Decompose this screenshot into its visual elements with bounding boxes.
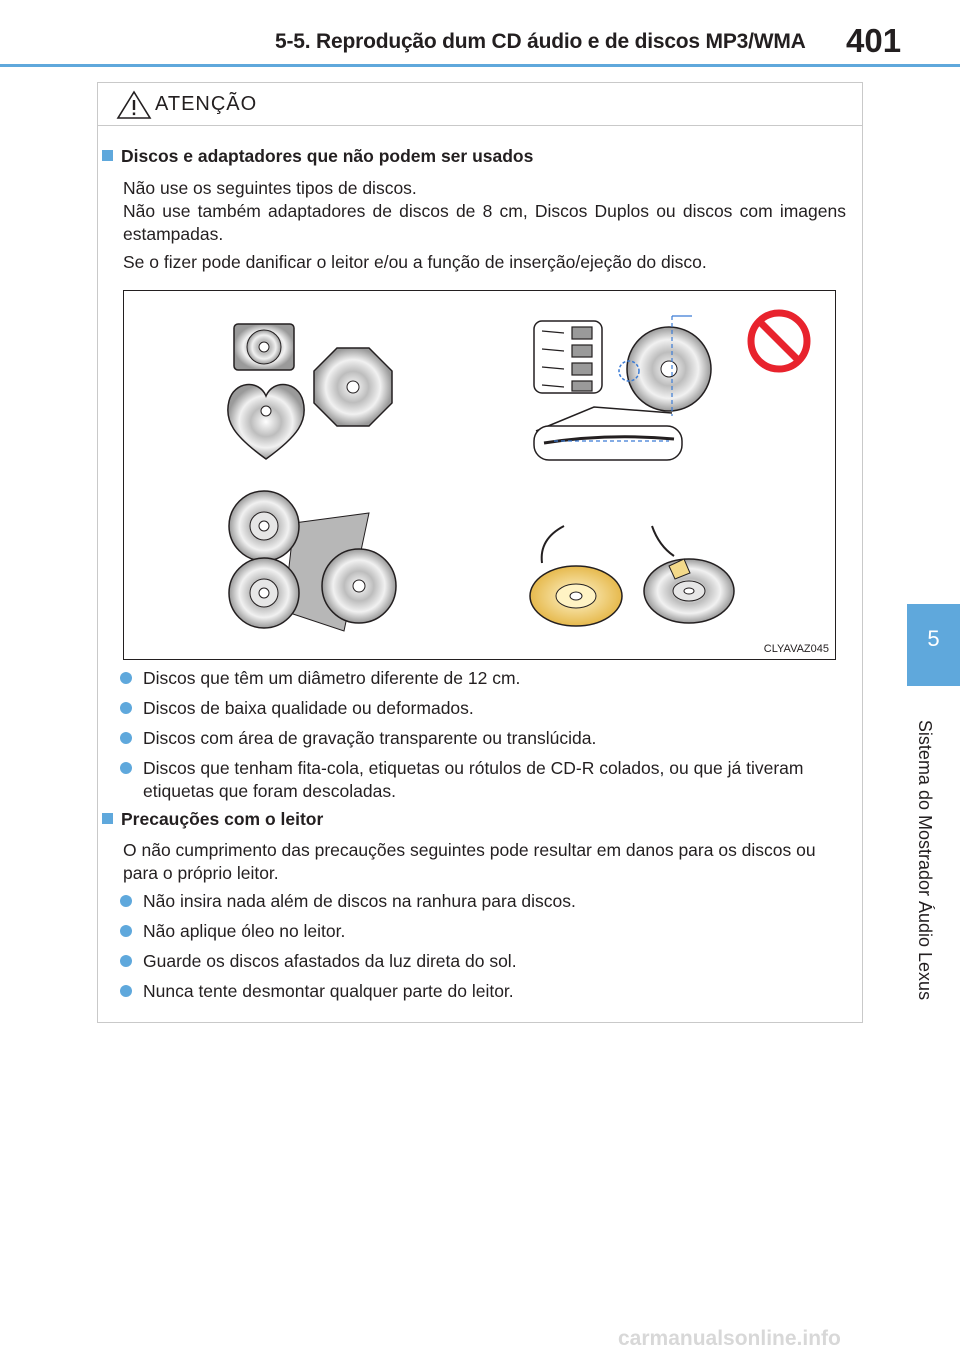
list-item-text: Discos com área de gravação transparente ou translúcida. xyxy=(143,728,597,748)
bullet-icon xyxy=(120,955,132,967)
bullet-icon xyxy=(120,895,132,907)
paragraph xyxy=(123,177,846,246)
header-title: 5-5. Reprodução dum CD áudio e de discos MP3/WMA xyxy=(275,30,806,53)
square-bullet-icon xyxy=(102,150,113,161)
list-item xyxy=(120,727,856,750)
warning-icon xyxy=(116,90,152,120)
chapter-tab[interactable] xyxy=(907,604,960,686)
bullet-icon xyxy=(120,762,132,774)
bullet-icon xyxy=(120,672,132,684)
section-heading-player xyxy=(102,809,323,830)
header-rule xyxy=(0,64,960,67)
list-item-text: Discos que tenham fita-cola, etiquetas ou rótulos de CD-R colados, ou que já tiveram etiquetas que foram descoladas. xyxy=(143,758,804,801)
chapter-number: 5 xyxy=(927,626,940,651)
list-item-text: Discos de baixa qualidade ou deformados. xyxy=(143,698,474,718)
list-item xyxy=(120,920,856,943)
list-item-text: Não aplique óleo no leitor. xyxy=(143,921,346,941)
section-heading-text: Discos e adaptadores que não podem ser usados xyxy=(121,146,534,166)
bullet-icon xyxy=(120,985,132,997)
list-item xyxy=(120,697,856,720)
list-item-text: Não insira nada além de discos na ranhura para discos. xyxy=(143,891,576,911)
paragraph-line: Não use os seguintes tipos de discos. xyxy=(123,178,417,198)
list-item-text: Discos que têm um diâmetro diferente de 12 cm. xyxy=(143,668,521,688)
page-number: 401 xyxy=(846,22,902,59)
list-item xyxy=(120,980,856,1003)
heart-disc xyxy=(228,385,304,459)
bullet-icon xyxy=(120,702,132,714)
discs-illustration xyxy=(123,290,836,660)
bullet-icon xyxy=(120,732,132,744)
list-item xyxy=(120,950,856,973)
caution-header xyxy=(98,83,862,126)
unusable-discs-drawing xyxy=(124,291,835,659)
chapter-title: Sistema do Mostrador Áudio Lexus xyxy=(915,719,935,1001)
list-item xyxy=(120,890,856,913)
section-heading-discs xyxy=(102,146,533,167)
list-item-text: Nunca tente desmontar qualquer parte do leitor. xyxy=(143,981,514,1001)
section-heading-text: Precauções com o leitor xyxy=(121,809,324,829)
paragraph: Se o fizer pode danificar o leitor e/ou a função de inserção/ejeção do disco. xyxy=(123,252,707,272)
caution-box xyxy=(97,82,863,1023)
paragraph-line: Não use também adaptadores de discos de 8 cm, Discos Duplos ou discos com imagens estampadas. xyxy=(123,201,846,244)
paragraph: O não cumprimento das precauções seguintes pode resultar em danos para os discos ou para o próprio leitor. xyxy=(123,840,816,883)
list-item-text: Guarde os discos afastados da luz direta do sol. xyxy=(143,951,517,971)
chapter-title-wrap xyxy=(915,700,955,1020)
watermark: carmanualsonline.info xyxy=(618,1327,841,1350)
list-item xyxy=(120,757,856,803)
disc-side-view xyxy=(534,426,682,460)
square-bullet-icon xyxy=(102,813,113,824)
caution-label: ATENÇÃO xyxy=(155,93,258,115)
list-item xyxy=(120,667,856,690)
illustration-code: CLYAVAZ045 xyxy=(763,643,829,655)
bullet-icon xyxy=(120,925,132,937)
